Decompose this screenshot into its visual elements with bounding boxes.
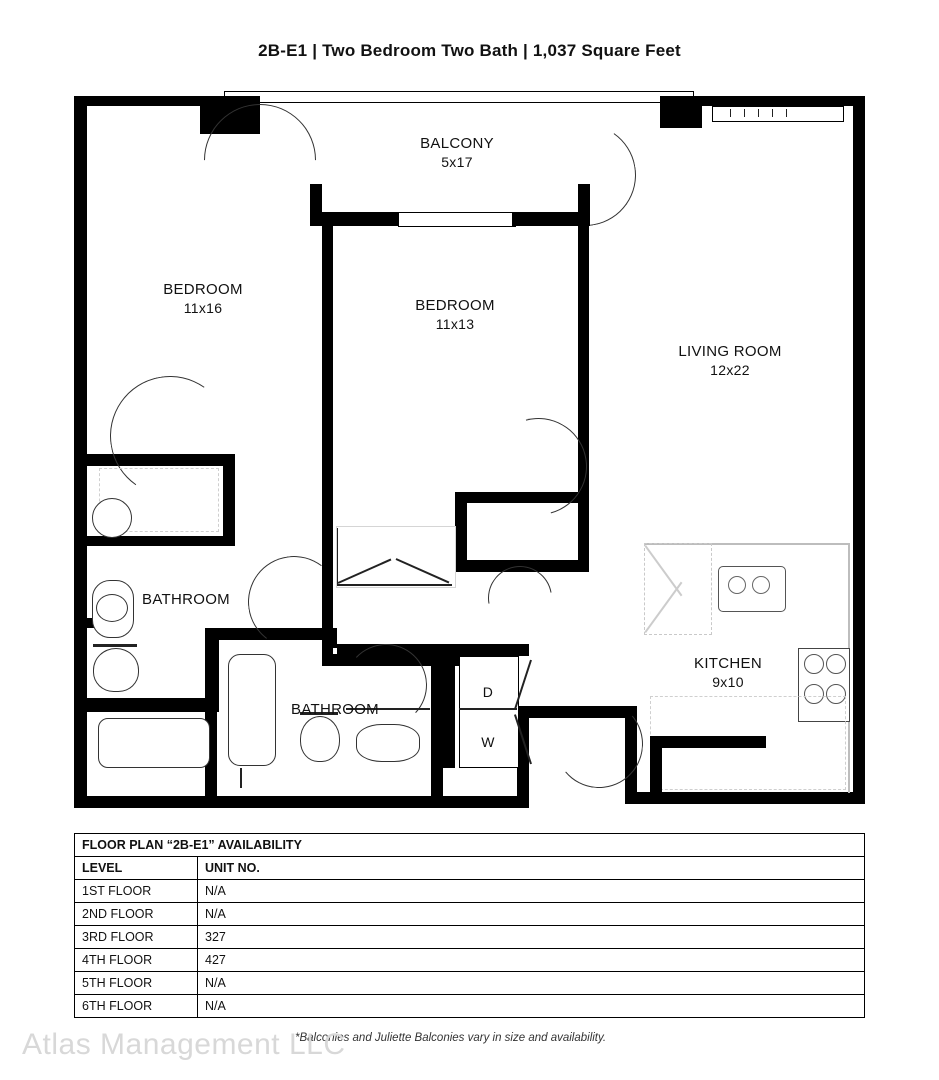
bath1-sink-basin [92,498,132,538]
bath2-toilet [300,716,340,762]
table-caption-row [75,834,865,857]
room-label-bathroom-1 [106,590,266,609]
rail-tick-5 [786,109,787,117]
bath1-toilet [93,648,139,692]
room-dims-living-room: 12x22 [710,362,750,378]
floor-plan-drawing [0,88,939,818]
kitchen-peninsula-top [650,736,766,748]
table-header-row [75,857,865,880]
table-row [75,995,865,1018]
kitchen-sink-bowl-2 [752,576,770,594]
kitchen-peninsula-wall [650,748,662,796]
cell-unit: N/A [198,880,865,903]
cell-unit: N/A [198,995,865,1018]
table-row [75,926,865,949]
wall-right-outer [853,96,865,804]
kitchen-sink-bowl-1 [728,576,746,594]
bath1-tub [98,718,210,768]
page-title: 2B-E1 | Two Bedroom Two Bath | 1,037 Square Feet [258,41,681,60]
room-label-kitchen [648,654,808,692]
laundry-divider [459,708,517,710]
cell-level: 4TH FLOOR [75,949,198,972]
table-row [75,972,865,995]
wall-top-right [692,96,865,106]
wall-bedroom2-left [322,224,333,568]
rail-tick-3 [758,109,759,117]
closet-area [336,526,456,588]
washer-label: W [481,734,495,750]
availability-table [74,833,865,1018]
wall-door-jamb-right [660,96,702,128]
room-name-bedroom-1: BEDROOM [163,281,243,298]
bath1-toilet-tank [93,644,137,647]
room-dims-balcony: 5x17 [441,154,473,170]
wall-balcony-right-return [578,184,590,226]
room-label-bathroom-2 [250,700,420,719]
bath2-vanity-sink [356,724,420,762]
range-burner-2 [826,654,846,674]
cell-level: 3RD FLOOR [75,926,198,949]
room-label-bedroom-2 [370,296,540,334]
table-caption: FLOOR PLAN “2B-E1” AVAILABILITY [75,834,865,857]
wall-left-outer [74,96,87,808]
cell-unit: 427 [198,949,865,972]
watermark-logo: Atlas Management LLC [22,1028,346,1061]
wall-bath1-right [223,454,235,546]
room-dims-kitchen: 9x10 [712,674,744,690]
rail-tick-1 [730,109,731,117]
footnote: *Balconies and Juliette Balconies vary in size and availability. [295,1032,607,1044]
room-label-bedroom-1 [118,280,288,318]
room-name-bedroom-2: BEDROOM [415,297,495,314]
table-row [75,949,865,972]
wall-laundry-left [443,644,455,768]
wall-bath2-right [431,644,443,804]
room-name-bathroom-1: BATHROOM [142,591,230,608]
table-row [75,903,865,926]
wall-bath1-lower-b [87,698,219,712]
wall-laundry-top [443,644,529,656]
cell-level: 5TH FLOOR [75,972,198,995]
wall-bottom-left [74,796,529,808]
balcony-rail [224,91,694,103]
cell-unit: 327 [198,926,865,949]
balcony-juliette-right [712,106,844,122]
room-name-living-room: LIVING ROOM [678,343,782,360]
cell-level: 2ND FLOOR [75,903,198,926]
bath2-tub-drain [240,768,242,788]
room-label-balcony [372,134,542,172]
room-dims-bedroom-2: 11x13 [435,316,475,332]
column-header-level: LEVEL [75,857,198,880]
cell-unit: N/A [198,972,865,995]
room-dims-bedroom-1: 11x16 [183,300,223,316]
table-row [75,880,865,903]
dryer-label: D [482,684,494,700]
room-label-living-room [640,342,820,380]
cell-unit: N/A [198,903,865,926]
rail-tick-4 [772,109,773,117]
column-header-unit: UNIT NO. [198,857,865,880]
room-name-kitchen: KITCHEN [694,655,762,672]
rail-tick-2 [744,109,745,117]
room-name-bathroom-2: BATHROOM [291,701,379,718]
room-name-balcony: BALCONY [420,135,494,152]
balcony-glass-sill [398,212,516,227]
cell-level: 1ST FLOOR [75,880,198,903]
cell-level: 6TH FLOOR [75,995,198,1018]
